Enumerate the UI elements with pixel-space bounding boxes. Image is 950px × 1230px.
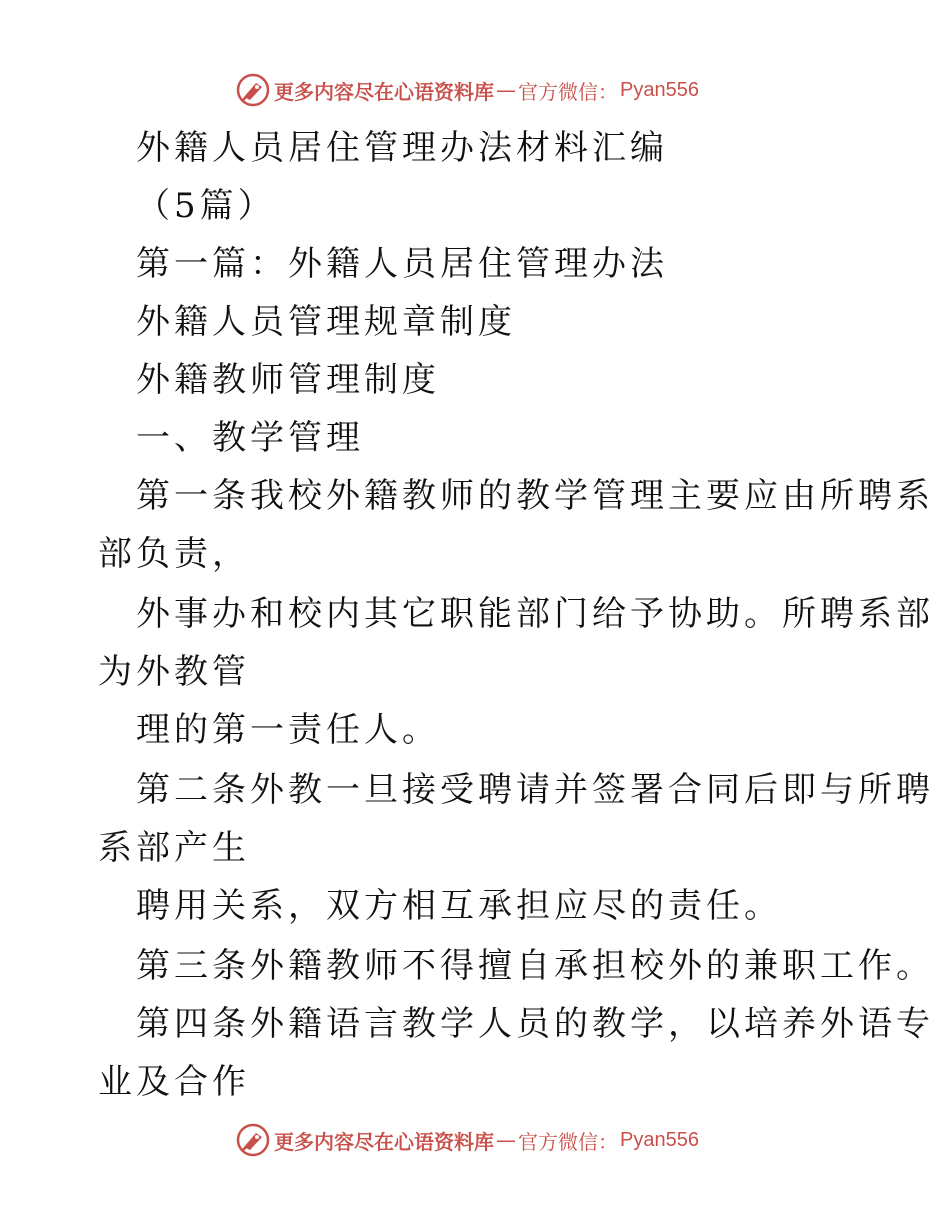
document-title: 外籍人员居住管理办法材料汇编 <box>136 128 668 168</box>
section-heading: 第一篇：外籍人员居住管理办法 <box>136 244 668 284</box>
paragraph-line: 第四条外籍语言教学人员的教学，以培养外语专 <box>136 1004 934 1044</box>
paragraph-line: 第一条我校外籍教师的教学管理主要应由所聘系 <box>136 476 934 516</box>
pen-nib-logo-icon <box>236 73 270 107</box>
subsection-heading: 一、教学管理 <box>136 418 364 458</box>
paragraph-line: 系部产生 <box>98 828 250 868</box>
paragraph-line: 聘用关系，双方相互承担应尽的责任。 <box>136 886 782 926</box>
watermark-site-name: 更多内容尽在心语资料库 <box>274 1129 494 1154</box>
watermark-header <box>236 72 699 108</box>
paragraph-line: 外籍人员管理规章制度 <box>136 302 516 342</box>
paragraph-line: 第三条外籍教师不得擅自承担校外的兼职工作。 <box>136 946 934 986</box>
watermark-wechat-id: Pyan556 <box>620 1128 699 1151</box>
paragraph-line: 外籍教师管理制度 <box>136 360 440 400</box>
paragraph-line: 为外教管 <box>98 652 250 692</box>
paragraph-line: 理的第一责任人。 <box>136 710 440 750</box>
paragraph-line: 业及合作 <box>98 1062 250 1102</box>
watermark-wechat-label: 官方微信： <box>518 79 618 104</box>
watermark-dash: — <box>496 78 516 102</box>
watermark-footer <box>236 1122 699 1158</box>
watermark-dash: — <box>496 1128 516 1152</box>
watermark-wechat-label: 官方微信： <box>518 1129 618 1154</box>
paragraph-line: 外事办和校内其它职能部门给予协助。所聘系部 <box>136 594 934 634</box>
paragraph-line: 部负责， <box>98 534 250 574</box>
watermark-site-name: 更多内容尽在心语资料库 <box>274 79 494 104</box>
pen-nib-logo-icon <box>236 1123 270 1157</box>
watermark-wechat-id: Pyan556 <box>620 78 699 101</box>
document-subtitle: （5篇） <box>136 186 276 226</box>
paragraph-line: 第二条外教一旦接受聘请并签署合同后即与所聘 <box>136 770 934 810</box>
